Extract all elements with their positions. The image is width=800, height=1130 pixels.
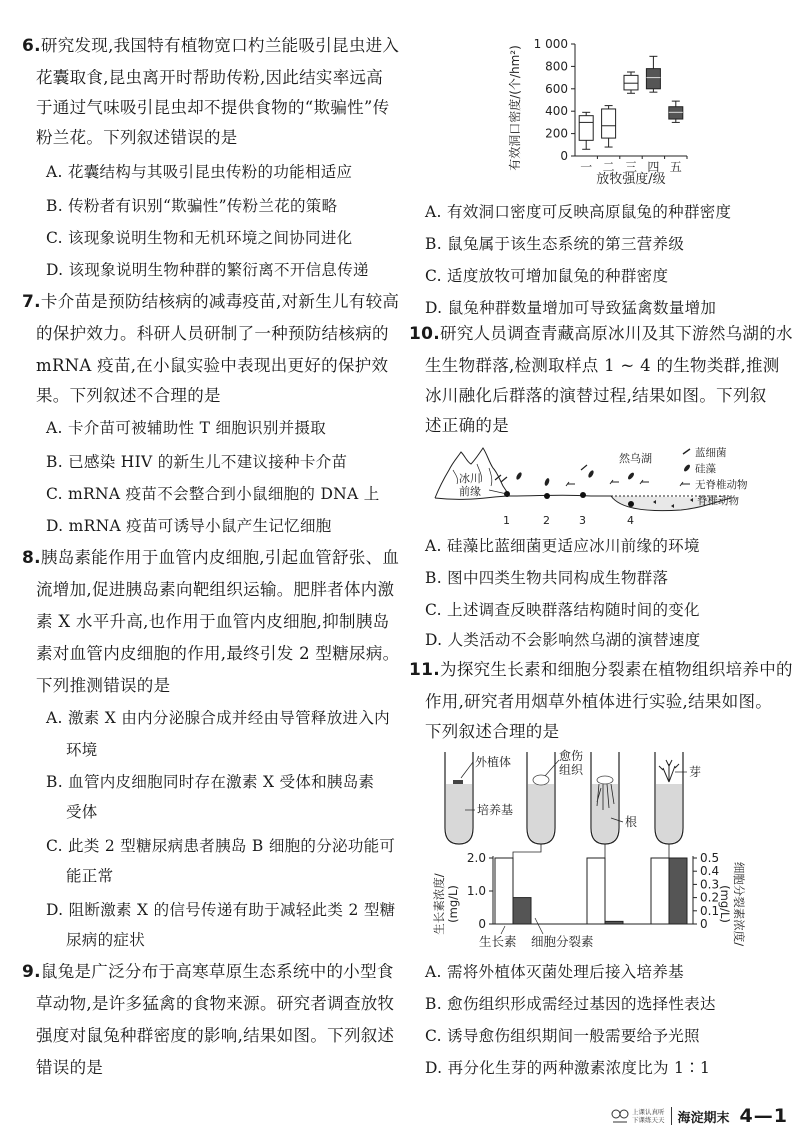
shoot-icon (659, 760, 679, 782)
q11-number: 11. (409, 660, 441, 680)
q9-boxplot (505, 30, 725, 190)
page-number: 4—1 (739, 1105, 788, 1127)
q10-line-3: 冰川融化后群落的演替过程,结果如图。下列叙 (425, 386, 767, 405)
legend-cyanobacteria: 蓝细菌 (695, 447, 727, 459)
page-footer (610, 1105, 788, 1127)
q7-line-3: mRNA 疫苗,在小鼠实验中表现出更好的保护效 (36, 356, 389, 375)
q11-option-c[interactable]: C. 诱导愈伤组织期间一般需要给予光照 (425, 1027, 700, 1045)
diatom-icon (515, 470, 635, 487)
q9-option-a[interactable]: A. 有效洞口密度可反映高原鼠兔的种群密度 (425, 203, 732, 221)
legend-diatom: 硅藻 (695, 463, 716, 475)
label-medium: 培养基 (477, 803, 514, 817)
q9-line-3: 强度对鼠兔种群密度的影响,结果如图。下列叙述 (36, 1026, 395, 1045)
chart-ylabel-right-1: 细胞分裂素浓度/ (732, 861, 746, 947)
q8-line-4: 素对血管内皮细胞的作用,最终引发 2 型糖尿病。 (36, 644, 400, 663)
legend-auxin: 生长素 (479, 934, 517, 949)
footer-divider (671, 1107, 672, 1125)
boxplot-ytick-label: 0 (560, 149, 568, 163)
test-tube-2 (527, 752, 555, 844)
cyanobacteria-icon (495, 465, 587, 482)
boxplot-ytick-label: 200 (545, 126, 568, 141)
boxplot-box-body (602, 109, 616, 138)
label-explant: 外植体 (475, 755, 512, 769)
boxplot-box-body (579, 116, 593, 141)
callus-icon (533, 775, 549, 785)
boxplot-ytick-label: 800 (545, 59, 568, 74)
q7-option-a[interactable]: A. 卡介苗可被辅助性 T 细胞识别并摄取 (46, 419, 327, 437)
q10-line-2: 生生物群落,检测取样点 1 ~ 4 的生物类群,推测 (425, 356, 780, 375)
q8-option-b-cont[interactable]: 受体 (66, 803, 98, 821)
boxplot-ytick-label: 1 000 (533, 37, 568, 51)
site-1-label: 1 (503, 514, 510, 527)
q7-option-d[interactable]: D. mRNA 疫苗可诱导小鼠产生记忆细胞 (46, 517, 332, 535)
q6-option-c[interactable]: C. 该现象说明生物和无机环境之间协同进化 (46, 229, 353, 247)
boxplot-xtick-label: 三 (624, 160, 638, 174)
boxplot-ytick-label: 600 (545, 81, 568, 96)
q9-line-4: 错误的是 (36, 1058, 104, 1077)
boxplot-ylabel: 有效洞口密度/(个/hm²) (508, 45, 522, 171)
chart-left-tick-label: 1.0 (466, 884, 486, 898)
q8-option-d-cont[interactable]: 尿病的症状 (66, 931, 146, 949)
boxplot-box-2 (602, 106, 616, 147)
q7-line-4: 果。下列叙述不合理的是 (36, 386, 221, 405)
footer-title: 海淀期末 (677, 1110, 730, 1126)
legend-vertebrate: 脊椎动物 (697, 495, 739, 507)
tube-to-bar-connectors (513, 844, 669, 858)
q7-option-c[interactable]: C. mRNA 疫苗不会整合到小鼠细胞的 DNA 上 (46, 485, 380, 503)
q7-number: 7. (22, 292, 41, 312)
q9-line-1: 9.鼠兔是广泛分布于高寒草原生态系统中的小型食 (22, 962, 394, 982)
q11-option-d[interactable]: D. 再分化生芽的两种激素浓度比为 1∶1 (425, 1059, 711, 1077)
auxin-bar-3 (651, 858, 669, 924)
q6-line-3: 于通过气味吸引昆虫却不提供食物的“欺骗性”传 (36, 98, 390, 117)
q8-line-2: 流增加,促进胰岛素向靶组织运输。肥胖者体内激 (36, 580, 395, 599)
boxplot-xtick-label: 二 (602, 160, 615, 174)
q10-succession-diagram (431, 440, 781, 530)
label-root: 根 (625, 815, 638, 829)
auxin-bar-1 (495, 858, 513, 924)
test-tube-3 (591, 752, 619, 844)
chart-right-tick-label: 0.2 (700, 890, 720, 905)
cytokinin-bar-1 (513, 898, 531, 924)
q8-line-3: 素 X 水平升高,也作用于血管内皮细胞,抑制胰岛 (36, 612, 390, 631)
q8-option-a[interactable]: A. 激素 X 由内分泌腺合成并经由导管释放进入内 (46, 709, 390, 727)
chart-left-tick-label: 2.0 (466, 851, 486, 865)
q6-number: 6. (22, 36, 41, 56)
q10-option-d[interactable]: D. 人类活动不会影响然乌湖的演替速度 (425, 631, 701, 649)
chart-right-tick-label: 0.1 (700, 903, 720, 918)
boxplot-ytick-label: 400 (545, 104, 568, 119)
q11-tissue-culture-figure (431, 748, 751, 958)
chart-left-tick-label: 0 (478, 917, 486, 931)
cytokinin-bar-3 (669, 858, 687, 924)
q11-line-2: 作用,研究者用烟草外植体进行实验,结果如图。 (425, 692, 773, 711)
glacier-label: 冰川 (459, 472, 481, 485)
q10-line-4: 述正确的是 (425, 416, 509, 435)
test-tube-4 (655, 752, 683, 844)
q11-line-3: 下列叙述合理的是 (425, 722, 560, 741)
q10-option-c[interactable]: C. 上述调查反映群落结构随时间的变化 (425, 601, 700, 619)
site-2-marker (544, 493, 550, 499)
q10-option-b[interactable]: B. 图中四类生物共同构成生物群落 (425, 569, 669, 587)
site-2-label: 2 (543, 514, 550, 527)
boxplot-box-5 (669, 101, 683, 122)
q8-option-c[interactable]: C. 此类 2 型糖尿病患者胰岛 B 细胞的分泌功能可 (46, 837, 396, 855)
label-callus-1: 愈伤 (559, 749, 584, 763)
chart-ylabel-right-2: (mg/L) (718, 885, 732, 923)
invertebrate-icon (566, 480, 649, 486)
chart-right-tick-label: 0 (700, 917, 708, 931)
q9-option-d[interactable]: D. 鼠兔种群数量增加可导致猛禽数量增加 (425, 299, 717, 317)
label-shoot: 芽 (689, 765, 702, 779)
site-4-marker (628, 501, 634, 507)
q11-option-a[interactable]: A. 需将外植体灭菌处理后接入培养基 (425, 963, 684, 981)
boxplot-box-body (624, 75, 638, 90)
boxplot-xtick-label: 五 (669, 160, 682, 174)
chart-ylabel-left-1: 生长素浓度/ (432, 873, 446, 935)
q10-number: 10. (409, 324, 441, 344)
boxplot-xtick-label: 一 (580, 160, 593, 174)
q9-option-b[interactable]: B. 鼠兔属于该生态系统的第三营养级 (425, 235, 685, 253)
q8-option-b[interactable]: B. 血管内皮细胞同时存在激素 X 受体和胰岛素 (46, 773, 375, 791)
site-4-label: 4 (627, 514, 634, 527)
legend-cytokinin: 细胞分裂素 (531, 934, 594, 949)
q6-option-b[interactable]: B. 传粉者有识别“欺骗性”传粉兰花的策略 (46, 197, 338, 215)
front-label: 前缘 (459, 485, 481, 498)
q9-option-c[interactable]: C. 适度放牧可增加鼠兔的种群密度 (425, 267, 669, 285)
q7-line-1: 7.卡介苗是预防结核病的减毒疫苗,对新生儿有较高 (22, 292, 400, 312)
lake-label: 然乌湖 (619, 452, 652, 465)
label-callus-2: 组织 (559, 763, 584, 777)
q10-option-a[interactable]: A. 硅藻比蓝细菌更适应冰川前缘的环境 (425, 537, 700, 555)
q7-option-b[interactable]: B. 已感染 HIV 的新生儿不建议接种卡介苗 (46, 453, 348, 471)
legend-invertebrate-icon (680, 482, 690, 486)
brand-logo-icon (610, 1108, 630, 1124)
q7-line-2: 的保护效力。科研人员研制了一种预防结核病的 (36, 324, 389, 343)
test-tube-1 (445, 752, 473, 844)
q8-line-1: 8.胰岛素能作用于血管内皮细胞,引起血管舒张、血 (22, 548, 400, 568)
chart-right-tick-label: 0.5 (700, 851, 720, 865)
q9-number: 9. (22, 962, 41, 982)
boxplot-box-1 (579, 112, 593, 149)
q8-option-c-cont[interactable]: 能正常 (66, 867, 114, 885)
chart-right-tick-label: 0.4 (700, 864, 720, 879)
boxplot-box-body (669, 107, 683, 119)
q6-line-2: 花囊取食,昆虫离开时帮助传粉,因此结实率远高 (36, 68, 384, 87)
chart-right-tick-label: 0.3 (700, 877, 720, 892)
site-3-label: 3 (579, 514, 586, 527)
boxplot-box-4 (646, 56, 660, 92)
q8-option-a-cont[interactable]: 环境 (66, 741, 98, 759)
boxplot-xtick-label: 四 (647, 160, 660, 174)
legend-cyanobacteria-icon (683, 449, 690, 454)
q9-line-2: 草动物,是许多猛禽的食物来源。研究者调查放牧 (36, 994, 395, 1013)
q8-option-d[interactable]: D. 阻断激素 X 的信号传递有助于减轻此类 2 型糖 (46, 901, 396, 919)
explant-icon (453, 780, 463, 784)
q11-option-b[interactable]: B. 愈伤组织形成需经过基因的选择性表达 (425, 995, 716, 1013)
boxplot-box-3 (624, 72, 638, 93)
legend-invertebrate: 无脊椎动物 (695, 479, 748, 491)
boxplot-box-body (646, 69, 660, 89)
auxin-bar-2 (587, 858, 605, 924)
site-3-marker (580, 492, 586, 498)
q6-option-a[interactable]: A. 花囊结构与其吸引昆虫传粉的功能相适应 (46, 163, 353, 181)
q8-number: 8. (22, 548, 41, 568)
footer-slogan (632, 1108, 665, 1124)
legend-diatom-icon (683, 464, 691, 473)
footer-slogan-1: 上课认真听 (632, 1108, 665, 1116)
footer-slogan-2: 下课练天天 (632, 1116, 665, 1124)
chart-ylabel-left-2: (mg/L) (446, 885, 460, 923)
q8-line-5: 下列推测错误的是 (36, 676, 171, 695)
boxplot-xlabel: 放牧强度/级 (596, 172, 666, 187)
cytokinin-bar-2 (605, 921, 623, 924)
q11-line-1: 11.为探究生长素和细胞分裂素在植物组织培养中的 (409, 660, 793, 680)
q6-option-d[interactable]: D. 该现象说明生物种群的繁衍离不开信息传递 (46, 261, 369, 279)
q6-line-4: 粉兰花。下列叙述错误的是 (36, 128, 238, 147)
q6-line-1: 6.研究发现,我国特有植物宽口杓兰能吸引昆虫进入 (22, 36, 400, 56)
front-pointer (489, 490, 507, 494)
q10-line-1: 10.研究人员调查青藏高原冰川及其下游然乌湖的水 (409, 324, 793, 344)
